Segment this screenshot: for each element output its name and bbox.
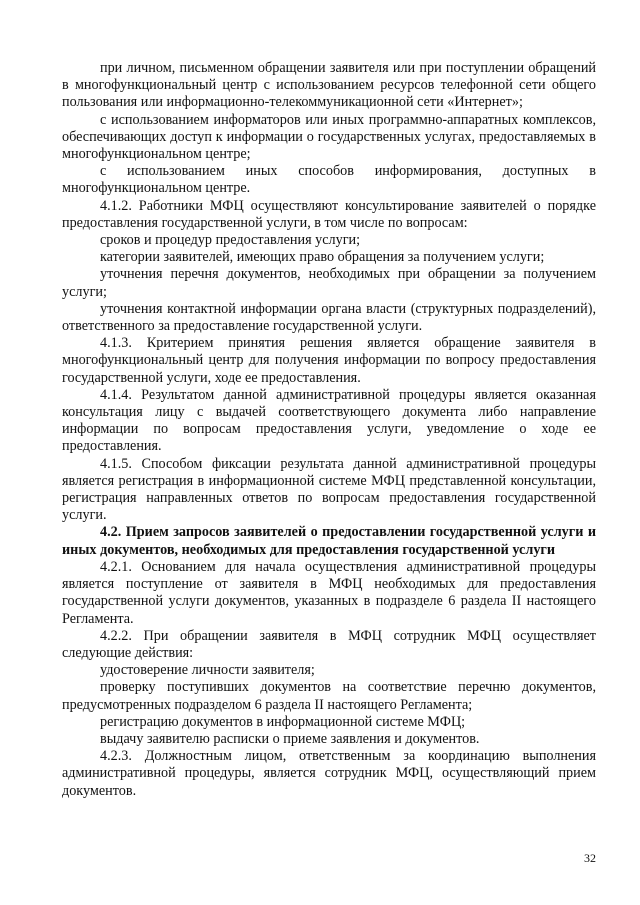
paragraph: сроков и процедур предоставления услуги; [100, 232, 361, 249]
paragraph: при личном, письменном обращении заявителя или при поступлении обращений в многофункциональный центр с использованием ресурсов телефонной сети общего пользования или информационно-телекоммуникационной сети «Интернет»; [62, 60, 596, 111]
paragraph: выдачу заявителю расписки о приеме заявления и документов. [100, 730, 480, 747]
paragraph: 4.2.2. При обращении заявителя в МФЦ сотрудник МФЦ осуществляет следующие действия: [62, 627, 596, 661]
section-heading: 4.2. Прием запросов заявителей о предоставлении государственной услуги и иных документов, необходимых для предоставления государственной услуги [62, 524, 596, 558]
paragraph: 4.1.5. Способом фиксации результата данной административной процедуры является регистрация в информационной системе МФЦ представленной консультации, регистрация направленных ответов по вопросам предоставления государственной услуги. [62, 455, 596, 524]
paragraph: 4.1.4. Результатом данной административной процедуры является оказанная консультация лицу с выдачей соответствующего документа либо направление информации по вопросам предоставления услуги, уведомление о ходе ее предоставления. [62, 386, 596, 455]
page-number: 32 [584, 851, 596, 865]
paragraph: удостоверение личности заявителя; [100, 662, 315, 679]
paragraph: с использованием иных способов информирования, доступных в многофункциональном центре. [62, 163, 596, 197]
document-body [62, 60, 596, 800]
paragraph: проверку поступивших документов на соответствие перечню документов, предусмотренных подразделом 6 раздела II настоящего Регламента; [62, 679, 596, 713]
paragraph: уточнения контактной информации органа власти (структурных подразделений), ответственного за предоставление государственной услуги. [62, 300, 596, 335]
paragraph: 4.1.2. Работники МФЦ осуществляют консультирование заявителей о порядке предоставления государственной услуги, в том числе по вопросам: [62, 197, 596, 231]
paragraph: 4.1.3. Критерием принятия решения является обращение заявителя в многофункциональный центр для получения информации по вопросу предоставления государственной услуги, ходе ее предоставления. [62, 335, 596, 386]
paragraph: 4.2.3. Должностным лицом, ответственным за координацию выполнения административной процедуры, является сотрудник МФЦ, осуществляющий прием документов. [62, 748, 596, 799]
paragraph: с использованием информаторов или иных программно-аппаратных комплексов, обеспечивающих доступ к информации о государственных услугах, предоставляемых в многофункциональном центре; [62, 111, 596, 163]
paragraph: категории заявителей, имеющих право обращения за получением услуги; [100, 249, 545, 266]
paragraph: 4.2.1. Основанием для начала осуществления административной процедуры является поступление от заявителя в МФЦ необходимых для предоставления государственной услуги документов, указанных в подразделе 6 раздела II настоящего Регламента. [62, 558, 596, 627]
paragraph: уточнения перечня документов, необходимых при обращении за получением услуги; [62, 266, 596, 300]
paragraph: регистрацию документов в информационной системе МФЦ; [100, 713, 466, 730]
